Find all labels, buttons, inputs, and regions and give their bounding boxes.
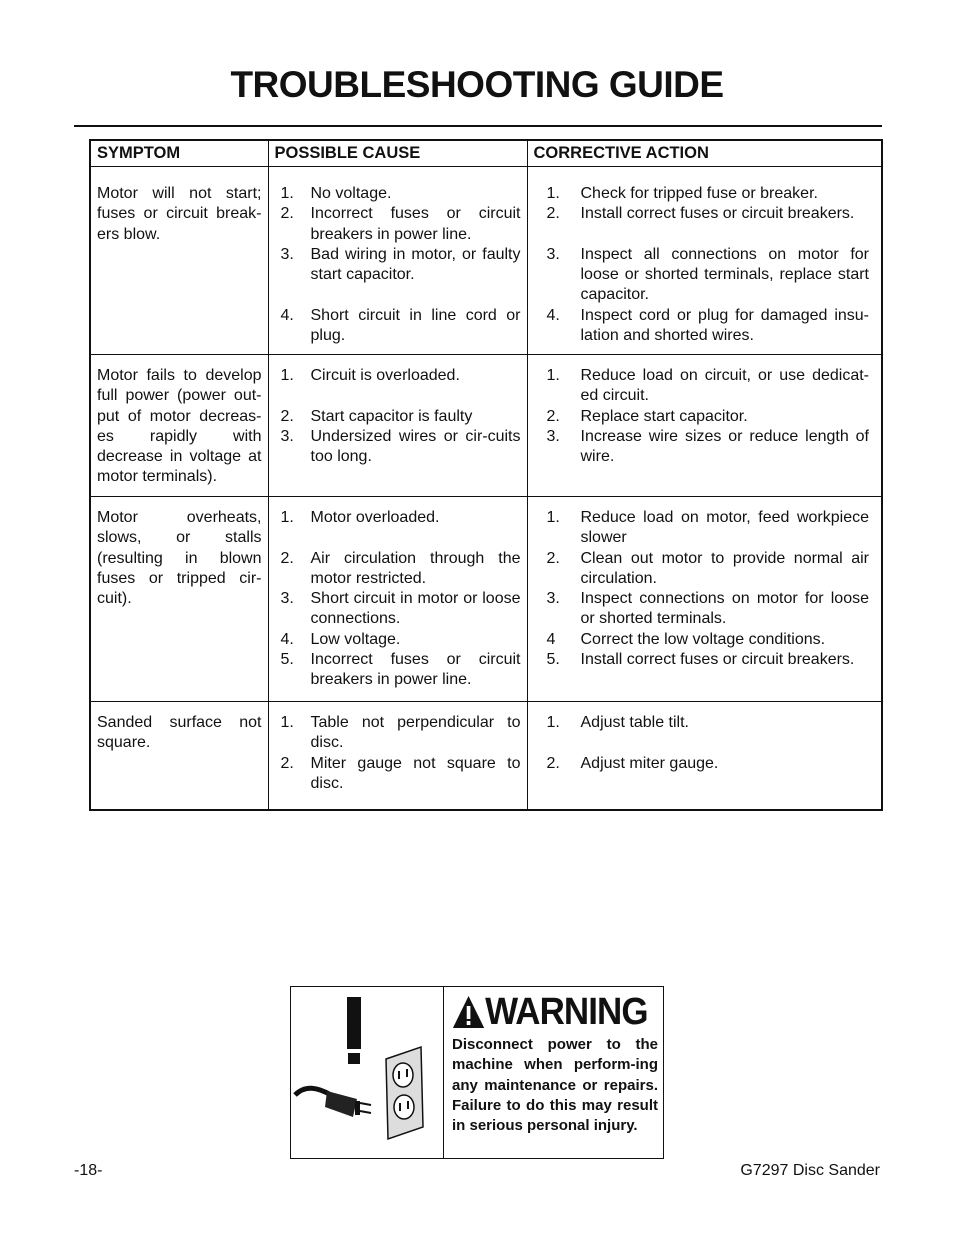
- list-item: [277, 754, 521, 795]
- item-number: 1.: [546, 714, 560, 731]
- list-item: [277, 366, 521, 386]
- table-row: [90, 497, 882, 702]
- item-number: 4.: [546, 306, 560, 324]
- action-cell: [527, 167, 882, 355]
- power-cord: [295, 1088, 331, 1095]
- page-number: -18-: [74, 1162, 103, 1179]
- footer-model-name: G7297 Disc Sander: [740, 1162, 880, 1179]
- cause-cell: [268, 355, 527, 497]
- outlet-plate: [386, 1047, 423, 1139]
- item-text: Check for tripped fuse or breaker.: [580, 185, 818, 202]
- list-item: [277, 630, 521, 650]
- item-number: 1.: [546, 509, 560, 526]
- item-number: 2.: [280, 549, 294, 567]
- item-number: 3.: [280, 245, 294, 263]
- list-item: [277, 549, 521, 590]
- table-header-row: [90, 140, 882, 167]
- symptom-cell: Motor will not start; fuses or circuit break-ers blow.: [90, 167, 268, 355]
- item-number: 2.: [546, 205, 560, 223]
- item-number: 2.: [546, 754, 560, 772]
- item-text: Adjust miter gauge.: [580, 754, 719, 772]
- item-number: 2.: [280, 205, 294, 223]
- item-text: No voltage.: [310, 185, 392, 202]
- symptom-cell: Motor fails to develop full power (power out-put of motor decreas-es rapidly with decrease in voltage at motor terminals).: [90, 355, 268, 497]
- item-text: Adjust table tilt.: [580, 714, 689, 731]
- list-item: [537, 427, 870, 468]
- list-item: [537, 713, 870, 733]
- list-item: [537, 630, 870, 650]
- item-number: 5.: [280, 651, 294, 669]
- item-number: 3.: [280, 590, 294, 608]
- list-item: [537, 754, 870, 774]
- table-row: [90, 355, 882, 497]
- header-symptom: SYMPTOM: [90, 140, 268, 167]
- list-item: [537, 306, 870, 347]
- list-item: [537, 366, 870, 407]
- item-text: Miter gauge not square to disc.: [310, 754, 521, 792]
- item-number: 1.: [280, 509, 294, 526]
- table-row: [90, 167, 882, 355]
- warning-triangle-icon: [452, 995, 485, 1029]
- item-number: 2.: [280, 754, 294, 772]
- warning-heading: [452, 991, 648, 1033]
- list-item: [537, 508, 870, 549]
- table-row: [90, 702, 882, 810]
- item-text: Clean out motor to provide normal air circulation.: [580, 549, 869, 587]
- warning-text: Disconnect power to the machine when perform-ing any maintenance or repairs. Failure to do this may result in serious personal injury.: [452, 1036, 658, 1135]
- cause-cell: [268, 497, 527, 702]
- item-text: Inspect all connections on motor for loose or shorted terminals, replace start capacitor.: [580, 245, 869, 304]
- item-text: Bad wiring in motor, or faulty start capacitor.: [310, 245, 521, 284]
- item-text: Motor overloaded.: [310, 509, 440, 526]
- item-number: 2.: [546, 549, 560, 567]
- list-item: [277, 407, 521, 427]
- list-item: [277, 650, 521, 691]
- list-item: [537, 204, 870, 224]
- item-number: 1.: [280, 714, 294, 731]
- list-item: [277, 427, 521, 468]
- item-text: Circuit is overloaded.: [310, 367, 460, 384]
- cause-cell: [268, 702, 527, 810]
- item-text: Install correct fuses or circuit breakers.: [580, 205, 855, 223]
- item-number: 1.: [546, 185, 560, 202]
- item-number: 3.: [546, 427, 560, 445]
- item-number: 4: [546, 630, 556, 648]
- item-number: 5.: [546, 651, 560, 669]
- item-number: 2.: [546, 407, 560, 425]
- item-text: Inspect cord or plug for damaged insu-lation and shorted wires.: [580, 306, 869, 345]
- cause-cell: [268, 167, 527, 355]
- item-text: Undersized wires or cir-cuits too long.: [310, 427, 521, 466]
- list-item: [277, 306, 521, 347]
- item-text: Start capacitor is faulty: [310, 407, 473, 425]
- warning-title: WARNING: [485, 991, 648, 1033]
- list-item: [277, 508, 521, 528]
- item-text: Reduce load on circuit, or use dedicat-ed circuit.: [580, 367, 869, 405]
- exclamation-dot: [348, 1053, 360, 1064]
- item-number: 1.: [280, 367, 294, 384]
- warning-illustration: [291, 987, 444, 1158]
- plug-body: [325, 1091, 357, 1117]
- item-number: 4.: [280, 630, 294, 648]
- item-text: Install correct fuses or circuit breakers.: [580, 651, 855, 669]
- item-number: 3.: [280, 427, 294, 445]
- item-text: Table not perpendicular to disc.: [310, 714, 521, 752]
- item-text: Short circuit in motor or loose connections.: [310, 590, 521, 628]
- item-number: 4.: [280, 306, 294, 324]
- list-item: [277, 245, 521, 286]
- list-item: [537, 407, 870, 427]
- list-item: [277, 589, 521, 630]
- item-number: 3.: [546, 590, 560, 608]
- header-corrective-action: CORRECTIVE ACTION: [527, 140, 882, 167]
- item-text: Air circulation through the motor restricted.: [310, 549, 521, 587]
- list-item: [537, 650, 870, 670]
- warning-box: [290, 986, 664, 1159]
- troubleshooting-table: [89, 139, 883, 811]
- header-possible-cause: POSSIBLE CAUSE: [268, 140, 527, 167]
- item-text: Short circuit in line cord or plug.: [310, 306, 521, 345]
- item-text: Low voltage.: [310, 630, 401, 648]
- item-text: Reduce load on motor, feed workpiece slower: [580, 509, 869, 547]
- list-item: [537, 184, 870, 204]
- item-number: 1.: [280, 185, 294, 202]
- item-text: Increase wire sizes or reduce length of wire.: [580, 427, 869, 466]
- page-title: TROUBLESHOOTING GUIDE: [230, 64, 724, 105]
- item-text: Inspect connections on motor for loose or shorted terminals.: [580, 590, 869, 628]
- item-number: 3.: [546, 245, 560, 263]
- list-item: [537, 549, 870, 590]
- item-text: Correct the low voltage conditions.: [580, 630, 826, 648]
- action-cell: [527, 497, 882, 702]
- item-text: Replace start capacitor.: [580, 407, 748, 425]
- item-text: Incorrect fuses or circuit breakers in power line.: [310, 651, 521, 689]
- item-number: 2.: [280, 407, 294, 425]
- list-item: [537, 589, 870, 630]
- symptom-cell: Sanded surface not square.: [90, 702, 268, 810]
- action-cell: [527, 355, 882, 497]
- list-item: [277, 713, 521, 754]
- action-cell: [527, 702, 882, 810]
- plug-and-outlet-icon: [291, 987, 441, 1157]
- item-text: Incorrect fuses or circuit breakers in power line.: [310, 205, 521, 243]
- list-item: [277, 184, 521, 204]
- list-item: [537, 245, 870, 306]
- item-number: 1.: [546, 367, 560, 384]
- list-item: [277, 204, 521, 245]
- title-divider: [74, 125, 882, 127]
- symptom-cell: Motor overheats, slows, or stalls (resulting in blown fuses or tripped cir-cuit).: [90, 497, 268, 702]
- warning-content: [452, 993, 658, 1136]
